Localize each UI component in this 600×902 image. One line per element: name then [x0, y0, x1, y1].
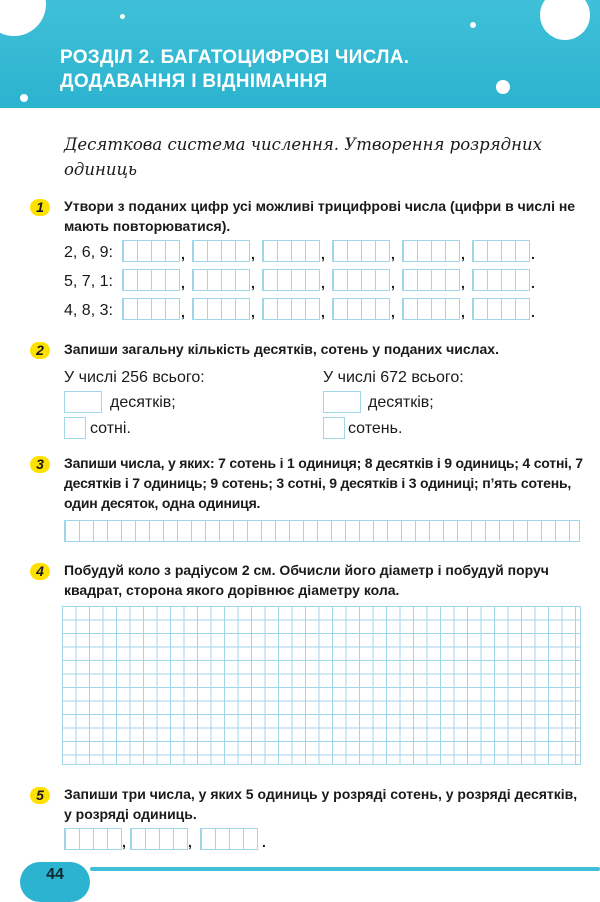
page-footer	[0, 862, 600, 883]
answer-cells[interactable]	[472, 298, 530, 320]
answer-cells[interactable]	[332, 240, 390, 262]
answer-cells[interactable]	[192, 240, 250, 262]
answer-cells[interactable]	[472, 269, 530, 291]
comma-separator: ,	[461, 304, 465, 320]
section-title-line1: РОЗДІЛ 2. БАГАТОЦИФРОВІ ЧИСЛА.	[60, 47, 410, 68]
decorative-bubble	[20, 94, 28, 102]
comma-separator: ,	[391, 275, 395, 291]
comma-separator: ,	[181, 246, 185, 262]
comma-separator: ,	[181, 275, 185, 291]
answer-cells[interactable]	[262, 240, 320, 262]
comma-separator: ,	[251, 275, 255, 291]
period: .	[531, 275, 535, 291]
comma-separator: ,	[122, 834, 126, 850]
task1-row1-label: 2, 6, 9:	[64, 244, 113, 261]
comma-separator: ,	[251, 246, 255, 262]
answer-cells[interactable]	[122, 240, 180, 262]
decorative-bubble	[470, 22, 476, 28]
comma-separator: ,	[391, 304, 395, 320]
comma-separator: ,	[251, 304, 255, 320]
period: .	[531, 246, 535, 262]
answer-cells[interactable]	[122, 298, 180, 320]
answer-box[interactable]	[64, 417, 86, 439]
comma-separator: ,	[181, 304, 185, 320]
answer-cells[interactable]	[402, 269, 460, 291]
answer-cells[interactable]	[122, 269, 180, 291]
answer-box[interactable]	[323, 391, 361, 413]
comma-separator: ,	[391, 246, 395, 262]
task2-right-heading: У числі 672 всього:	[323, 369, 464, 386]
comma-separator: ,	[461, 246, 465, 262]
answer-cells[interactable]	[64, 828, 122, 850]
task-number-badge: 5	[30, 787, 50, 804]
answer-cells[interactable]	[262, 269, 320, 291]
comma-separator: ,	[321, 304, 325, 320]
drawing-grid[interactable]	[62, 606, 581, 765]
answer-box[interactable]	[323, 417, 345, 439]
period: .	[531, 304, 535, 320]
decorative-bubble	[540, 0, 590, 40]
task5-text: Запиши три числа, у яких 5 одиниць у розряді сотень, у розряді десятків, у розряді одиниць.	[64, 786, 578, 822]
task3-text: Запиши числа, у яких: 7 сотень і 1 одиниця; 8 десятків і 9 одиниць; 4 сотні, 7 десятків і 7 одиниць; 9 сотень; 3 сотні, 9 десятків і 3 одиниці; п’ять сотень, один десяток, одна одиниця.	[64, 455, 583, 511]
answer-cells[interactable]	[402, 240, 460, 262]
task-number-badge: 4	[30, 563, 50, 580]
task-number-badge: 1	[30, 199, 50, 216]
page-number: 44	[20, 862, 90, 902]
answer-cells[interactable]	[192, 298, 250, 320]
decorative-bubble	[496, 80, 510, 94]
comma-separator: ,	[321, 246, 325, 262]
answer-cells[interactable]	[130, 828, 188, 850]
footer-line	[90, 867, 600, 871]
answer-cells[interactable]	[332, 298, 390, 320]
task4-text: Побудуй коло з радіусом 2 см. Обчисли його діаметр і побудуй поруч квадрат, сторона якого дорівнює діаметру кола.	[64, 562, 549, 598]
answer-box[interactable]	[64, 391, 102, 413]
answer-cells[interactable]	[402, 298, 460, 320]
task2-right-line1: десятків;	[368, 394, 434, 411]
task2-left-line1: десятків;	[110, 394, 176, 411]
answer-cells[interactable]	[472, 240, 530, 262]
answer-cells[interactable]	[200, 828, 258, 850]
task3-answer-cells[interactable]	[64, 520, 580, 542]
task2-left-line2: сотні.	[90, 420, 131, 437]
comma-separator: ,	[321, 275, 325, 291]
comma-separator: ,	[461, 275, 465, 291]
task1-row3-label: 4, 8, 3:	[64, 302, 113, 319]
answer-cells[interactable]	[262, 298, 320, 320]
answer-cells[interactable]	[192, 269, 250, 291]
section-header	[0, 0, 600, 108]
period: .	[262, 834, 266, 850]
section-title	[60, 46, 409, 94]
task-number-badge: 2	[30, 342, 50, 359]
answer-cells[interactable]	[332, 269, 390, 291]
task-number-badge: 3	[30, 456, 50, 473]
task2-text: Запиши загальну кількість десятків, сотень у поданих числах.	[64, 341, 499, 357]
task2-right-line2: сотень.	[348, 420, 403, 437]
task2-left-heading: У числі 256 всього:	[64, 369, 205, 386]
section-title-line2: ДОДАВАННЯ І ВІДНІМАННЯ	[60, 71, 328, 92]
task1-text: Утвори з поданих цифр усі можливі трицифрові числа (цифри в числі не мають повторюватися).	[64, 198, 576, 234]
comma-separator: ,	[188, 834, 192, 850]
decorative-bubble	[120, 14, 125, 19]
task1-row2-label: 5, 7, 1:	[64, 273, 113, 290]
lesson-title: Десяткова система числення. Утворення розрядних одиниць	[64, 135, 542, 179]
decorative-bubble	[0, 0, 46, 36]
